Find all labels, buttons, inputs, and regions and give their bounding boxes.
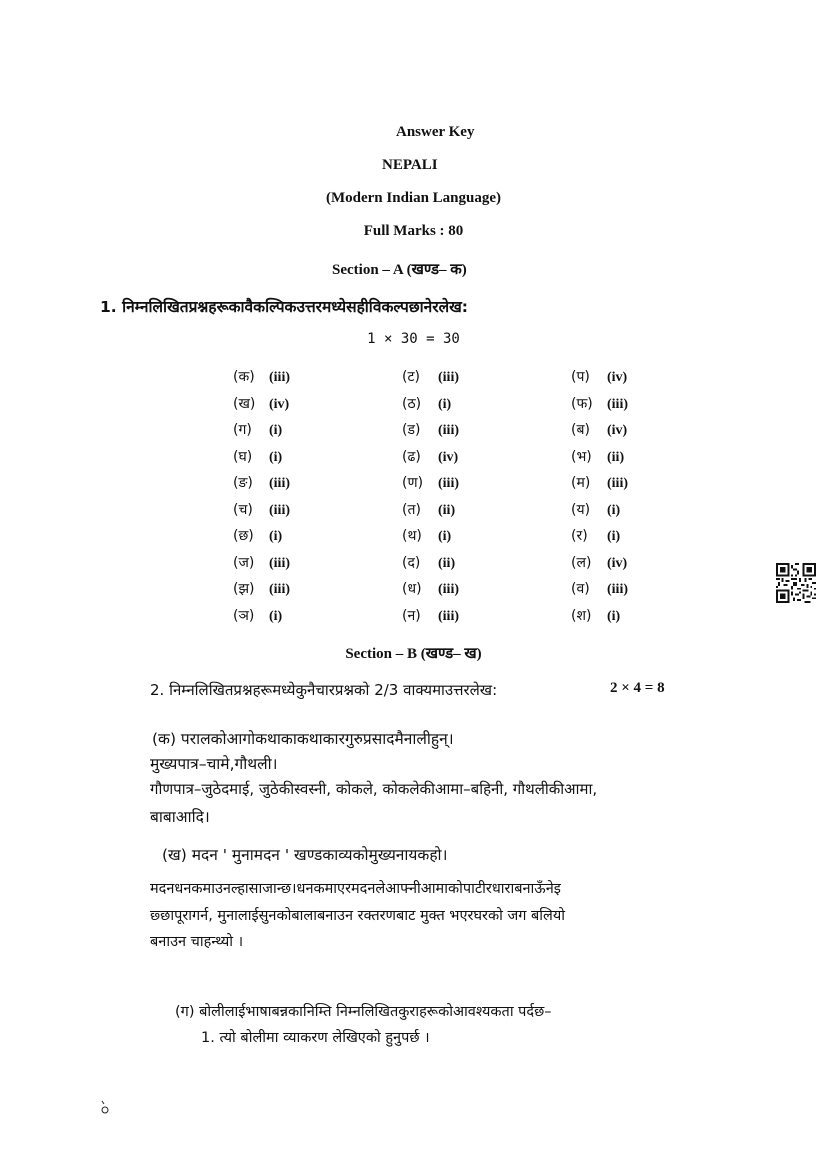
answer-cell [233, 553, 290, 572]
answer-letter: (ञ) [233, 607, 255, 624]
answer-letter: (ट) [402, 369, 420, 385]
answer-letter: (ढ) [402, 448, 421, 465]
question-1 [100, 295, 468, 317]
section-b-heading: Section – B (खण्ड– ख) [345, 646, 482, 662]
answer-cell [571, 500, 620, 519]
answer-value: (iii) [438, 582, 459, 597]
language-subtitle: (Modern Indian Language) [325, 190, 502, 206]
answer-cell [571, 367, 627, 386]
answer-value: (i) [269, 449, 283, 465]
answer-value: (iv) [607, 423, 628, 438]
answer-letter: (ब) [571, 422, 590, 438]
answer-letter: (ङ) [233, 475, 253, 491]
answer-letter: (झ) [233, 581, 255, 597]
answer-cell [233, 447, 282, 466]
answer-value: (i) [438, 529, 452, 544]
answer-kha-line3: छ्छापूरागर्न, मुनालाईसुनकोबालाबनाउन रक्तरणबाट मुक्त भएरघरको जग बलियो [150, 908, 566, 924]
answer-value: (i) [269, 423, 283, 438]
answer-letter: (च) [233, 501, 253, 518]
answer-letter: (य) [571, 501, 591, 518]
answer-cell [402, 553, 455, 572]
answer-kha-line1: (ख) मदन ' मुनामदन ' खण्डकाव्यकोमुख्यनायकहो। [162, 846, 448, 864]
answer-ka-line2: मुख्यपात्र–चामे,गौथली। [150, 755, 278, 773]
answer-value: (iii) [269, 502, 290, 518]
answer-value: (i) [607, 608, 621, 624]
answer-letter: (प) [571, 369, 590, 385]
answer-letter: (श) [571, 607, 592, 624]
answer-kha-line2: मदनधनकमाउनल्हासाजान्छ।धनकमाएरमदनलेआफ्नीआमाकोपाटीरधाराबनाऊँनेइ [150, 881, 561, 897]
answer-cell [402, 606, 459, 625]
answer-letter: (छ) [233, 528, 254, 544]
answer-cell [233, 579, 290, 598]
question-2: 2. निम्नलिखितप्रश्नहरूमध्येकुनैचारप्रश्नको 2/3 वाक्यमाउत्तरलेख: [150, 681, 498, 699]
answer-value: (iv) [269, 396, 290, 412]
answer-value: (iii) [269, 370, 290, 385]
answer-cell [571, 473, 628, 492]
answer-cell [571, 579, 628, 598]
answer-kha-line4: बनाउन चाहन्थ्यो । [150, 934, 244, 950]
question-1-number: 1. [100, 298, 117, 316]
answer-letter: (ल) [571, 554, 592, 571]
answer-cell [402, 579, 459, 598]
answer-value: (i) [607, 529, 621, 544]
page-mark-icon [100, 1100, 110, 1116]
answer-cell [233, 473, 290, 492]
section-a-heading: Section – A (खण्ड– क) [332, 262, 467, 278]
answer-value: (iii) [438, 370, 459, 385]
answer-ka-line1: (क) परालकोआगोकथाकाकथाकारगुरुप्रसादमैनालीहुन्। [152, 730, 454, 748]
answer-cell [402, 526, 451, 545]
answer-value: (iii) [607, 476, 628, 491]
question-1-text: निम्नलिखितप्रश्नहरूकावैकल्पिकउत्तरमध्येसहीविकल्पछानेरलेख: [122, 298, 469, 316]
answer-cell [571, 526, 620, 545]
answer-value: (i) [269, 608, 283, 624]
answer-letter: (द) [402, 554, 421, 571]
answer-value: (iv) [607, 370, 628, 385]
answer-cell [402, 394, 451, 413]
answer-cell [402, 473, 459, 492]
answer-value: (i) [269, 529, 283, 544]
question-1-marks: 1 × 30 = 30 [367, 331, 460, 347]
question-2-marks: 2 × 4 = 8 [610, 680, 665, 696]
answer-letter: (न) [402, 607, 421, 624]
answer-letter: (ज) [233, 554, 255, 571]
answer-value: (ii) [438, 502, 456, 518]
answer-cell [233, 367, 290, 386]
answer-value: (i) [438, 396, 452, 412]
answer-value: (iv) [607, 555, 628, 571]
answer-cell [233, 526, 282, 545]
answer-letter: (ण) [402, 475, 424, 491]
answer-letter: (ठ) [402, 395, 422, 412]
answer-cell [571, 553, 627, 572]
answer-value: (ii) [607, 449, 625, 465]
answer-letter: (व) [571, 581, 590, 597]
answer-value: (iii) [438, 423, 459, 438]
answer-value: (iii) [269, 582, 290, 597]
answer-cell [571, 447, 624, 466]
answer-value: (i) [607, 502, 621, 518]
answer-ga-item1: 1. त्यो बोलीमा व्याकरण लेखिएको हुनुपर्छ । [201, 1030, 430, 1046]
answer-ka-line3: गौणपात्र–जुठेदमाई, जुठेकीस्वस्नी, कोकले, कोकलेकीआमा–बहिनी, गौथलीकीआमा, [150, 780, 598, 798]
answer-letter: (क) [233, 369, 255, 385]
answer-cell [402, 367, 459, 386]
answer-cell [402, 447, 458, 466]
answer-value: (iii) [438, 608, 459, 624]
answer-key-title: Answer Key [396, 124, 475, 140]
qr-code [776, 563, 816, 603]
answer-value: (iv) [438, 449, 459, 465]
answer-cell [571, 394, 628, 413]
answer-cell [571, 606, 620, 625]
answer-letter: (घ) [233, 448, 253, 465]
answer-value: (ii) [438, 555, 456, 571]
answer-letter: (फ) [571, 395, 593, 412]
answer-cell [402, 420, 459, 439]
answer-cell [233, 394, 289, 413]
answer-letter: (ध) [402, 581, 422, 597]
answer-letter: (थ) [402, 528, 422, 544]
answer-cell [233, 500, 290, 519]
subject-title: NEPALI [382, 157, 438, 173]
answer-value: (iii) [438, 476, 459, 491]
answer-ga-line1: (ग) बोलीलाईभाषाबन्नकानिम्ति निम्नलिखितकुराहरूकोआवश्यकता पर्दछ– [175, 1004, 552, 1020]
answer-cell [402, 500, 455, 519]
answer-letter: (त) [402, 501, 421, 518]
answer-letter: (ग) [233, 422, 252, 438]
answer-value: (iii) [269, 476, 290, 491]
answer-letter: (ख) [233, 395, 256, 412]
answer-value: (iii) [269, 555, 290, 571]
answer-letter: (म) [571, 475, 591, 491]
answer-letter: (भ) [571, 448, 592, 465]
answer-letter: (र) [571, 528, 588, 544]
answer-letter: (ड) [402, 422, 421, 438]
answer-cell [233, 420, 282, 439]
answer-cell [571, 420, 627, 439]
full-marks: Full Marks : 80 [363, 223, 464, 239]
answer-value: (iii) [607, 582, 628, 597]
answer-ka-line4: बाबाआदि। [150, 808, 210, 826]
answer-cell [233, 606, 282, 625]
answer-value: (iii) [607, 396, 628, 412]
